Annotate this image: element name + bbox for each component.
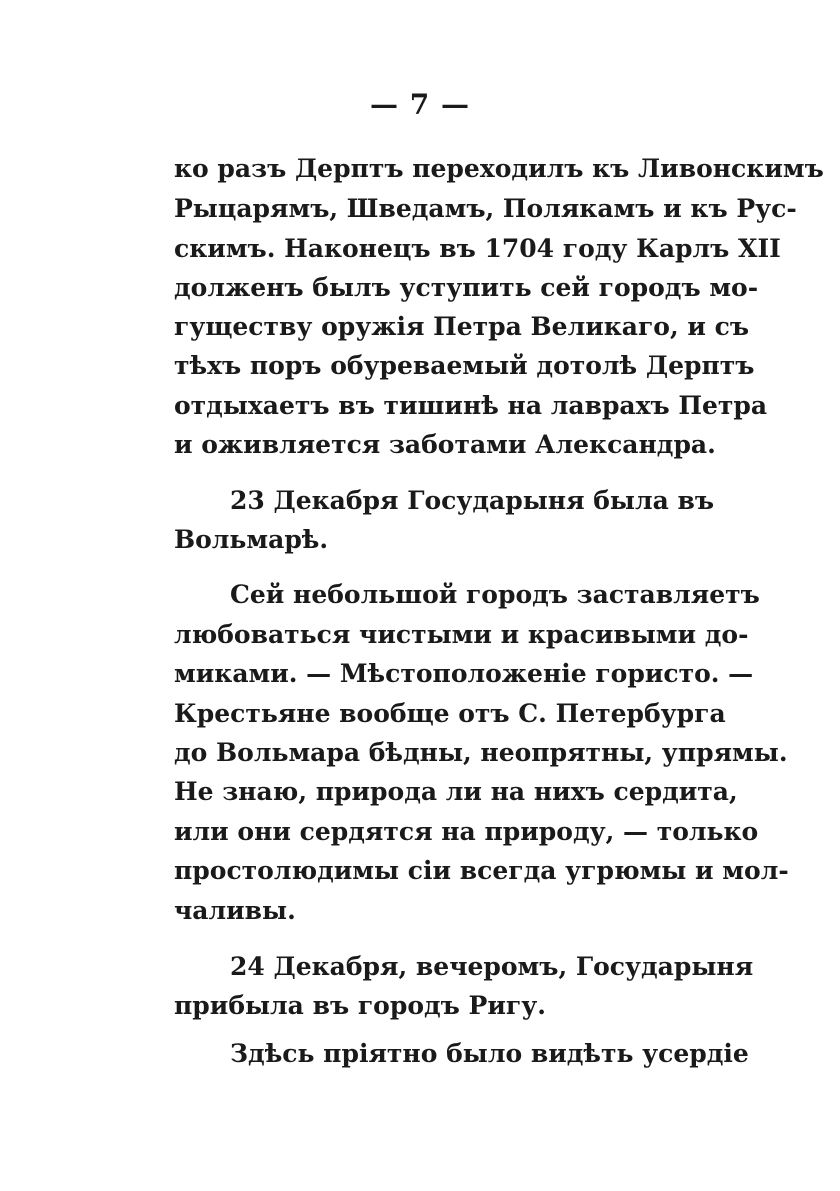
text-line: Крестьяне вообще отъ С. Петербурга [174, 699, 726, 728]
text-line: прибыла въ городъ Ригу. [174, 991, 546, 1020]
text-line: чаливы. [174, 896, 296, 925]
page-number: — 7 — [370, 88, 470, 121]
text-line: Рыцарямъ, Шведамъ, Полякамъ и къ Рус- [174, 194, 797, 223]
text-line: тѣхъ поръ обуреваемый дотолѣ Дерптъ [174, 351, 755, 380]
text-line: гуществу оружія Петра Великаго, и съ [174, 312, 750, 341]
text-line: любоваться чистыми и красивыми до- [174, 620, 749, 649]
text-line: 24 Декабря, вечеромъ, Государыня [230, 952, 754, 981]
text-line: Сей небольшой городъ заставляетъ [230, 580, 760, 609]
text-line: отдыхаетъ въ тишинѣ на лаврахъ Петра [174, 391, 768, 420]
text-line: до Вольмара бѣдны, неопрятны, упрямы. [174, 738, 788, 767]
text-line: или они сердятся на природу, — только [174, 817, 759, 846]
text-line: Вольмарѣ. [174, 525, 329, 554]
text-line: миками. — Мѣстоположеніе гористо. — [174, 659, 754, 688]
text-line: 23 Декабря Государыня была въ [230, 486, 715, 515]
text-line: долженъ былъ уступить сей городъ мо- [174, 273, 759, 302]
text-line: Не знаю, природа ли на нихъ сердита, [174, 777, 738, 806]
text-line: ко разъ Дерптъ переходилъ къ Ливонскимъ [174, 154, 824, 183]
text-line: и оживляется заботами Александра. [174, 430, 716, 459]
text-line: простолюдимы сіи всегда угрюмы и мол- [174, 856, 789, 885]
text-line: скимъ. Наконецъ въ 1704 году Карлъ XII [174, 234, 781, 263]
text-line: Здѣсь пріятно было видѣть усердіе [230, 1039, 749, 1068]
